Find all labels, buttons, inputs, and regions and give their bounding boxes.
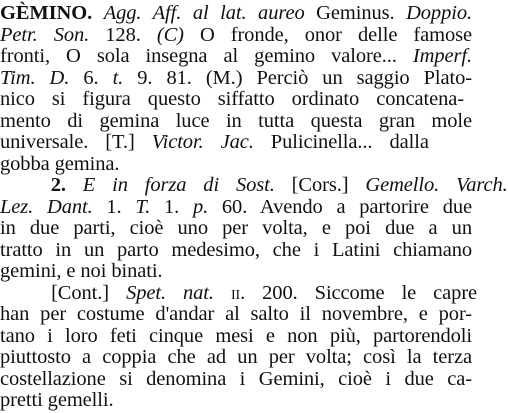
- entry-text-span: costellazione si denomina i Gemini, cioè i due ca-: [0, 367, 472, 390]
- entry-text-span: al lat. aureo: [192, 2, 305, 24]
- entry-text-span: han per costume d'andar al salto il novembre, e por-: [0, 303, 472, 325]
- entry-text-span: Tim. D.: [0, 66, 70, 89]
- entry-text-span: Doppio.: [406, 2, 473, 24]
- entry-text-span: Lez. Dant.: [0, 195, 93, 218]
- entry-text-span: universale. [T.]: [0, 131, 152, 153]
- entry-text-span: tano i loro feti cinque mesi e non più, partorendoli: [0, 324, 472, 347]
- entry-text-span: ii.: [230, 281, 246, 304]
- entry-text-span: fronti, O sola insegna al gemino valore...: [0, 45, 413, 67]
- entry-text-span: Geminus.: [304, 2, 407, 24]
- entry-text-span: p.: [192, 195, 209, 218]
- entry-text-span: 200. Siccome le capre: [245, 281, 478, 304]
- entry-text-span: gemini, e noi binati.: [0, 260, 163, 282]
- entry-text-span: Imperf.: [412, 45, 472, 67]
- entry-text-span: pretti gemelli.: [0, 389, 114, 411]
- entry-text-span: mento di gemina luce in tutta questa gran mole: [0, 109, 472, 132]
- entry-text-span: 6.: [69, 66, 113, 89]
- entry-text-span: 2.: [50, 174, 66, 196]
- entry-text-span: Gemello. Varch.: [365, 174, 508, 196]
- entry-text-span: 60. Avendo a partorire due: [208, 195, 472, 218]
- entry-text-span: O fronde, onor delle famose: [183, 23, 472, 46]
- entry-text-span: Pulicinella... dalla: [253, 131, 429, 153]
- entry-text-span: Agg. Aff.: [103, 2, 182, 24]
- entry-text-span: nico si figura questo siffatto ordinato concatena-: [0, 88, 464, 110]
- entry-text-span: Petr. Son.: [0, 23, 90, 46]
- entry-text-span: Victor. Jac.: [151, 131, 254, 153]
- entry-text-span: 1.: [150, 195, 193, 218]
- entry-text-span: 1.: [92, 195, 136, 218]
- entry-text-span: piuttosto a coppia che ad un per volta; così la terza: [0, 346, 472, 368]
- entry-text-span: t.: [112, 66, 124, 89]
- entry-text-span: E in forza di Sost.: [82, 174, 275, 196]
- entry-text-span: T.: [135, 195, 151, 218]
- entry-text-span: (C): [156, 23, 184, 46]
- entry-text-span: 128.: [89, 23, 157, 46]
- entry-text-span: [Cors.]: [274, 174, 366, 196]
- headword: GÈMINO.: [0, 2, 93, 24]
- entry-text-span: [Cont.]: [0, 281, 127, 304]
- entry-text-span: tratto in un parto medesimo, che i Latini chiamano: [0, 238, 472, 261]
- entry-text-span: 9. 81. (M.) Perciò un saggio Plato-: [123, 66, 472, 89]
- entry-text-span: Spet. nat.: [126, 281, 214, 304]
- entry-line: [0, 387, 472, 413]
- entry-text-span: gobba gemina.: [0, 152, 120, 175]
- entry-text-span: in due parti, cioè uno per volta, e poi due a un: [0, 217, 472, 239]
